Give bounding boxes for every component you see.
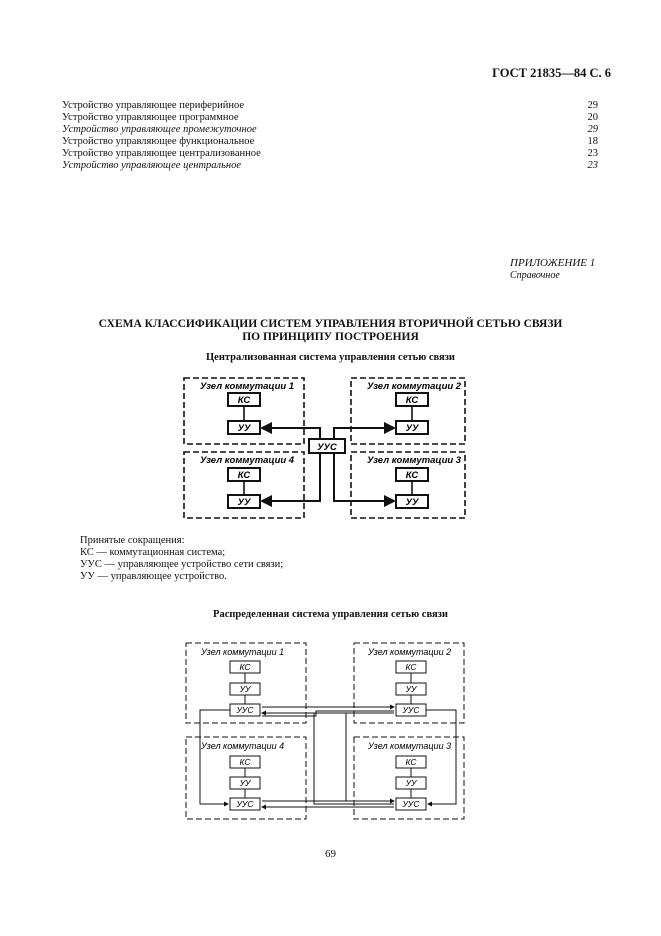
node-title-4: Узел коммутации 4: [201, 741, 285, 751]
appendix-kind: Справочное: [510, 270, 560, 281]
index-term: Устройство управляющее центральное: [62, 160, 242, 171]
uu-label: УУ: [405, 684, 417, 694]
abbreviation-item: КС — коммутационная система;: [80, 547, 226, 558]
page-title-line2: ПО ПРИНЦИПУ ПОСТРОЕНИЯ: [242, 331, 419, 343]
index-page: 29: [587, 100, 598, 111]
uu-label: УУ: [237, 497, 251, 508]
uu-label: УУ: [405, 423, 419, 434]
diagram1-caption: Централизованная система управления сетью связи: [206, 352, 455, 363]
uu-label: УУ: [405, 497, 419, 508]
abbreviation-item: УУС — управляющее устройство сети связи;: [80, 559, 284, 570]
uus-label: УУС: [317, 442, 337, 453]
ks-label: КС: [239, 662, 251, 672]
uu-label: УУ: [239, 778, 251, 788]
index-term: Устройство управляющее периферийное: [62, 100, 244, 111]
uus-label: УУС: [236, 705, 254, 715]
abbreviations-heading: Принятые сокращения:: [80, 535, 185, 546]
document-header: ГОСТ 21835—84 С. 6: [492, 66, 611, 80]
uus-label: УУС: [236, 799, 254, 809]
ks-label: КС: [237, 395, 251, 406]
page-number: 69: [325, 848, 336, 860]
index-term: Устройство управляющее централизованное: [62, 148, 261, 159]
node-title-4: Узел коммутации 4: [200, 455, 295, 466]
node-title-2: Узел коммутации 2: [368, 647, 452, 657]
index-page: 20: [587, 112, 598, 123]
uus-label: УУС: [402, 705, 420, 715]
diagram2-caption: Распределенная система управления сетью связи: [213, 609, 448, 620]
uu-label: УУ: [239, 684, 251, 694]
ks-label: КС: [405, 395, 419, 406]
index-page: 18: [587, 136, 598, 147]
ks-label: КС: [405, 470, 419, 481]
ks-label: КС: [237, 470, 251, 481]
node-title-3: Узел коммутации 3: [367, 455, 462, 466]
node-title-1: Узел коммутации 1: [200, 381, 295, 392]
index-page: 23: [587, 148, 598, 159]
index-term: Устройство управляющее функциональное: [62, 136, 255, 147]
uu-label: УУ: [405, 778, 417, 788]
uus-label: УУС: [402, 799, 420, 809]
index-term: Устройство управляющее программное: [62, 112, 239, 123]
index-page: 23: [587, 160, 598, 171]
index-term: Устройство управляющее промежуточное: [62, 124, 257, 135]
node-title-1: Узел коммутации 1: [201, 647, 285, 657]
node-title-3: Узел коммутации 3: [368, 741, 452, 751]
page-title: СХЕМА КЛАССИФИКАЦИИ СИСТЕМ УПРАВЛЕНИЯ ВТОРИЧНОЙ СЕТЬЮ СВЯЗИ: [98, 318, 563, 330]
ks-label: КС: [239, 757, 251, 767]
ks-label: КС: [405, 757, 417, 767]
index-page: 29: [587, 124, 598, 135]
node-title-2: Узел коммутации 2: [367, 381, 462, 392]
appendix-label: ПРИЛОЖЕНИЕ 1: [510, 257, 596, 269]
abbreviation-item: УУ — управляющее устройство.: [80, 571, 227, 582]
uu-label: УУ: [237, 423, 251, 434]
ks-label: КС: [405, 662, 417, 672]
